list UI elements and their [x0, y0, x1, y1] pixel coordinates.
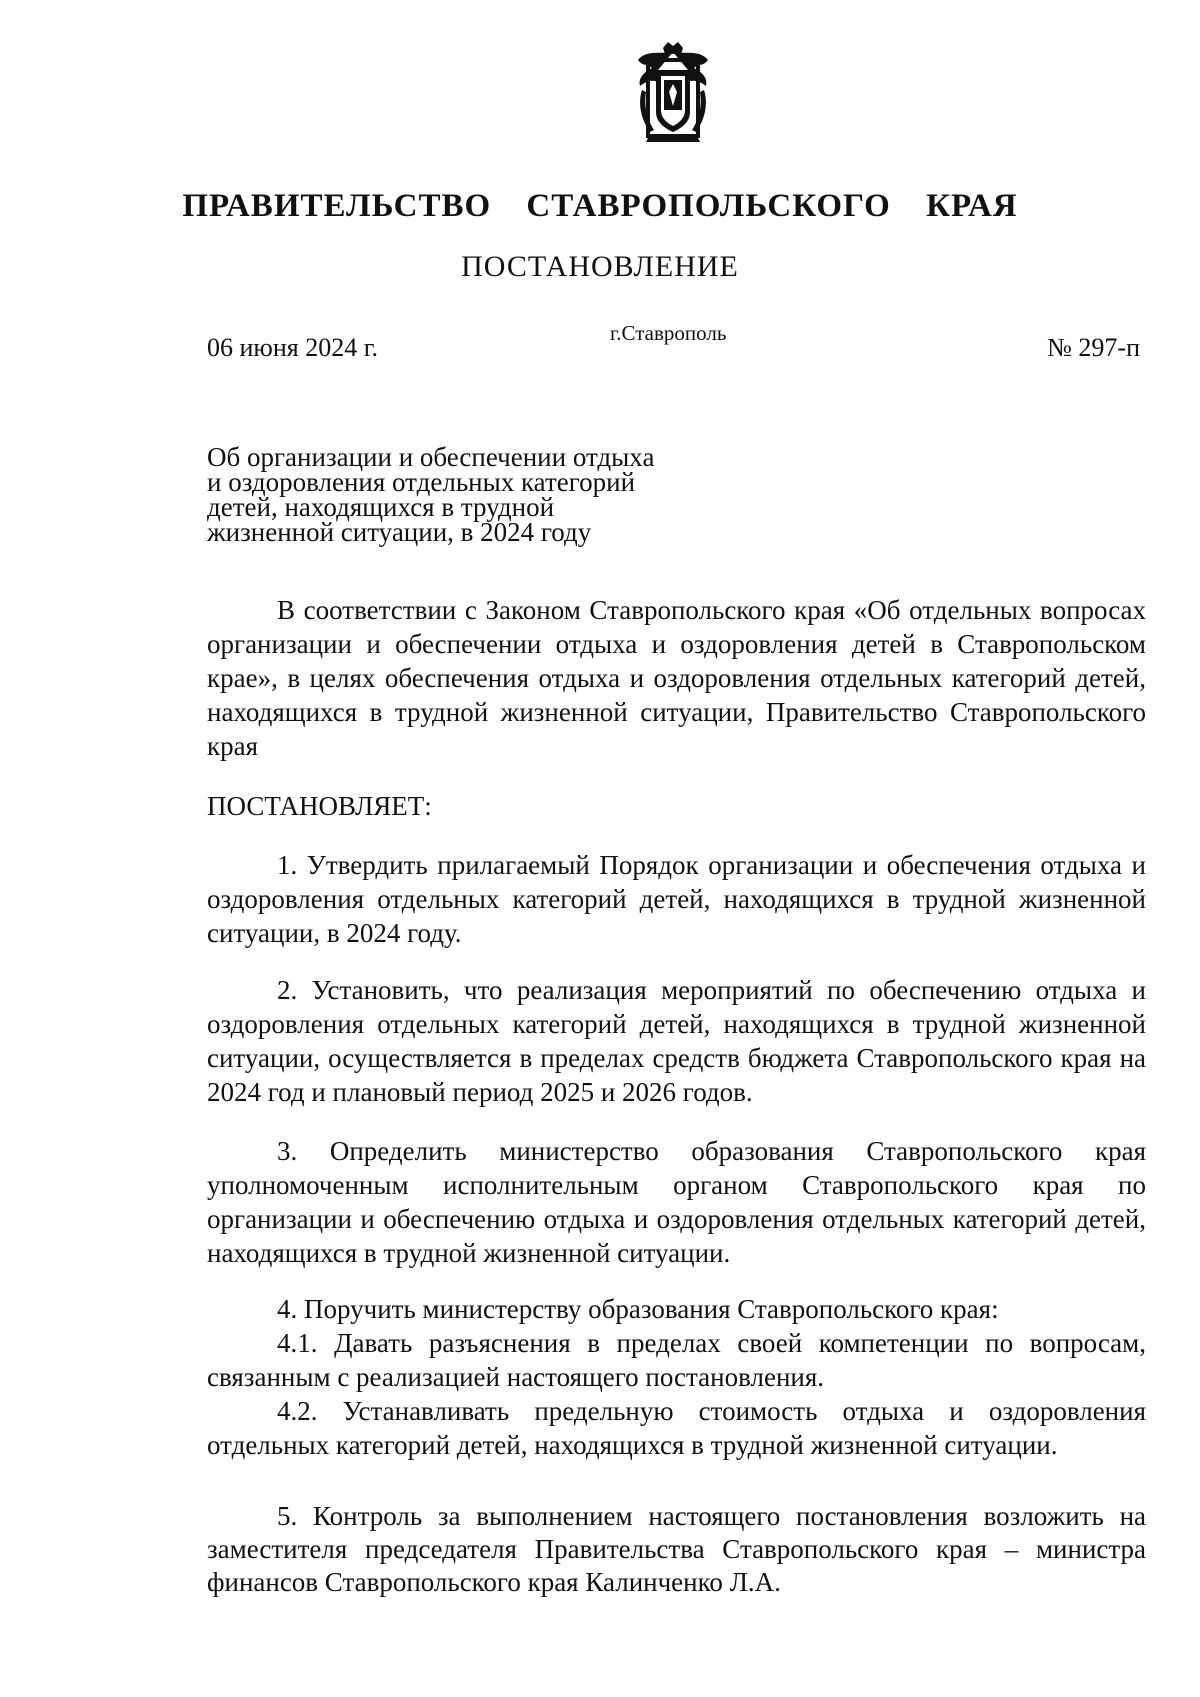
intro-text: В соответствии с Законом Ставропольского края «Об отдельных вопросах организации и обеспечении отдыха и оздоровления детей в Ставропольском крае», в целях обеспечения отдыха и оздоровления отдельных категорий детей, находящихся в трудной жизненной ситуации, Правительство Ставропольского края	[207, 595, 1146, 761]
subject-line: Об организации и обеспечении отдыха	[207, 442, 655, 472]
subject-line: детей, находящихся в трудной	[207, 492, 555, 522]
intro-paragraph	[207, 593, 1146, 763]
decree-item-1	[207, 848, 1146, 950]
decree-word: ПОСТАНОВЛЯЕТ:	[207, 791, 432, 821]
document-subject	[207, 442, 727, 547]
decree-item-2	[207, 973, 1146, 1109]
document-type: ПОСТАНОВЛЕНИЕ	[461, 250, 739, 283]
item-4-1-text: 4.1. Давать разъяснения в пределах своей компетенции по вопросам, связанным с реализацией настоящего постановления.	[207, 1328, 1146, 1392]
coat-of-arms-emblem	[628, 40, 718, 145]
document-city: г.Ставрополь	[610, 321, 727, 345]
item-3-text: 3. Определить министерство образования Ставропольского края уполномоченным исполнительным органом Ставропольского края по организации и обеспечению отдыха и оздоровления отдельных категорий детей, находящихся в трудной жизненной ситуации.	[207, 1136, 1146, 1268]
government-title: ПРАВИТЕЛЬСТВО СТАВРОПОЛЬСКОГО КРАЯ	[182, 188, 1018, 224]
decree-item-3	[207, 1134, 1146, 1270]
item-5-text: 5. Контроль за выполнением настоящего постановления возложить на заместителя председателя Правительства Ставропольского края – министра финансов Ставропольского края Калинченко Л.А.	[207, 1501, 1146, 1597]
subject-line: и оздоровления отдельных категорий	[207, 467, 636, 497]
document-date: 06 июня 2024 г.	[207, 333, 378, 362]
item-4-2-text: 4.2. Устанавливать предельную стоимость отдыха и оздоровления отдельных категорий детей, находящихся в трудной жизненной ситуации.	[207, 1396, 1146, 1460]
decree-item-4	[207, 1292, 1146, 1462]
decree-item-5	[207, 1500, 1146, 1599]
item-4-text: 4. Поручить министерству образования Ставропольского края:	[277, 1294, 999, 1324]
subject-line: жизненной ситуации, в 2024 году	[207, 517, 592, 547]
item-1-text: 1. Утвердить прилагаемый Порядок организации и обеспечения отдыха и оздоровления отдельных категорий детей, находящихся в трудной жизненной ситуации, в 2024 году.	[207, 850, 1146, 948]
item-2-text: 2. Установить, что реализация мероприятий по обеспечению отдыха и оздоровления отдельных категорий детей, находящихся в трудной жизненной ситуации, осуществляется в пределах средств бюджета Ставропольского края на 2024 год и плановый период 2025 и 2026 годов.	[207, 975, 1146, 1107]
document-number: № 297-п	[1047, 333, 1140, 362]
